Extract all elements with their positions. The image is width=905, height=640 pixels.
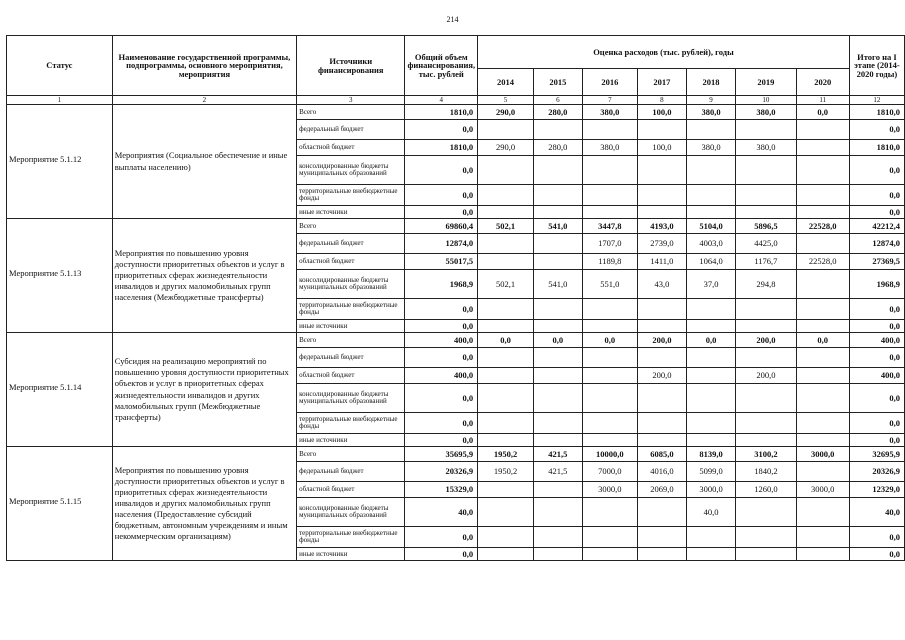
funding-source: Всего (297, 219, 405, 234)
year-value-cell: 6085,0 (637, 447, 686, 462)
year-value-cell (637, 527, 686, 548)
year-value-cell (796, 527, 849, 548)
stage-total-cell: 1810,0 (849, 140, 904, 156)
header-year: 2018 (686, 69, 735, 96)
stage-total-cell: 42212,4 (849, 219, 904, 234)
funding-source: федеральный бюджет (297, 462, 405, 482)
header-name: Наименование государственной программы, подпрограммы, основного мероприятия, мероприятия (112, 36, 296, 96)
year-value-cell (533, 254, 582, 270)
total-volume-cell: 40,0 (405, 498, 478, 527)
funding-source: консолидированные бюджеты муниципальных образований (297, 270, 405, 299)
year-value-cell (533, 320, 582, 333)
year-value-cell (796, 299, 849, 320)
year-value-cell: 3000,0 (796, 447, 849, 462)
year-value-cell (478, 434, 534, 447)
year-value-cell (686, 434, 735, 447)
year-value-cell (478, 413, 534, 434)
stage-total-cell: 0,0 (849, 548, 904, 561)
column-number: 1 (7, 96, 113, 105)
header-year: 2015 (533, 69, 582, 96)
year-value-cell (736, 299, 797, 320)
year-value-cell: 0,0 (796, 333, 849, 348)
stage-total-cell: 0,0 (849, 206, 904, 219)
year-value-cell: 5104,0 (686, 219, 735, 234)
year-value-cell (796, 206, 849, 219)
year-value-cell: 1189,8 (582, 254, 637, 270)
year-value-cell (478, 234, 534, 254)
year-value-cell: 1064,0 (686, 254, 735, 270)
year-value-cell: 1176,7 (736, 254, 797, 270)
stage-total-cell: 0,0 (849, 434, 904, 447)
year-value-cell (478, 254, 534, 270)
measure-status: Мероприятие 5.1.13 (7, 219, 113, 333)
column-number: 11 (796, 96, 849, 105)
funding-source: Всего (297, 447, 405, 462)
stage-total-cell: 32695,9 (849, 447, 904, 462)
year-value-cell: 200,0 (736, 333, 797, 348)
total-volume-cell: 20326,9 (405, 462, 478, 482)
header-year: 2017 (637, 69, 686, 96)
year-value-cell (478, 206, 534, 219)
year-value-cell (796, 434, 849, 447)
year-value-cell: 3100,2 (736, 447, 797, 462)
stage-total-cell: 0,0 (849, 299, 904, 320)
year-value-cell: 4003,0 (686, 234, 735, 254)
year-value-cell: 541,0 (533, 270, 582, 299)
year-value-cell: 0,0 (533, 333, 582, 348)
year-value-cell: 421,5 (533, 462, 582, 482)
year-value-cell: 290,0 (478, 105, 534, 120)
funding-source: областной бюджет (297, 254, 405, 270)
year-value-cell: 200,0 (736, 368, 797, 384)
stage-total-cell: 0,0 (849, 384, 904, 413)
year-value-cell (796, 348, 849, 368)
year-value-cell (533, 120, 582, 140)
year-value-cell (533, 185, 582, 206)
stage-total-cell: 0,0 (849, 348, 904, 368)
year-value-cell (686, 156, 735, 185)
funding-source: областной бюджет (297, 140, 405, 156)
year-value-cell: 1840,2 (736, 462, 797, 482)
year-value-cell (533, 482, 582, 498)
funding-source: консолидированные бюджеты муниципальных образований (297, 498, 405, 527)
year-value-cell (736, 434, 797, 447)
table-row (7, 333, 905, 348)
year-value-cell (582, 548, 637, 561)
year-value-cell (686, 384, 735, 413)
year-value-cell (478, 348, 534, 368)
year-value-cell (736, 384, 797, 413)
year-value-cell: 10000,0 (582, 447, 637, 462)
year-value-cell: 294,8 (736, 270, 797, 299)
total-volume-cell: 0,0 (405, 348, 478, 368)
total-volume-cell: 0,0 (405, 413, 478, 434)
year-value-cell (736, 185, 797, 206)
year-value-cell (533, 234, 582, 254)
year-value-cell (582, 384, 637, 413)
year-value-cell (637, 498, 686, 527)
year-value-cell (796, 384, 849, 413)
total-volume-cell: 0,0 (405, 206, 478, 219)
year-value-cell (637, 384, 686, 413)
total-volume-cell: 0,0 (405, 527, 478, 548)
year-value-cell (582, 368, 637, 384)
page-number: 214 (446, 15, 459, 24)
total-volume-cell: 0,0 (405, 156, 478, 185)
year-value-cell (533, 548, 582, 561)
year-value-cell: 0,0 (478, 333, 534, 348)
year-value-cell (686, 320, 735, 333)
total-volume-cell: 69860,4 (405, 219, 478, 234)
column-number: 9 (686, 96, 735, 105)
year-value-cell (686, 348, 735, 368)
year-value-cell (796, 498, 849, 527)
year-value-cell: 200,0 (637, 368, 686, 384)
total-volume-cell: 55017,5 (405, 254, 478, 270)
column-number: 7 (582, 96, 637, 105)
year-value-cell (796, 413, 849, 434)
header-estimate: Оценка расходов (тыс. рублей), годы (478, 36, 850, 69)
year-value-cell (796, 185, 849, 206)
funding-source: территориальные внебюджетные фонды (297, 299, 405, 320)
year-value-cell (582, 348, 637, 368)
year-value-cell: 380,0 (582, 140, 637, 156)
year-value-cell (582, 156, 637, 185)
year-value-cell: 0,0 (686, 333, 735, 348)
total-volume-cell: 0,0 (405, 120, 478, 140)
total-volume-cell: 15329,0 (405, 482, 478, 498)
header-total-volume: Общий объем финансирования, тыс. рублей (405, 36, 478, 96)
funding-source: областной бюджет (297, 368, 405, 384)
year-value-cell (736, 548, 797, 561)
stage-total-cell: 0,0 (849, 527, 904, 548)
stage-total-cell: 0,0 (849, 120, 904, 140)
year-value-cell: 280,0 (533, 140, 582, 156)
year-value-cell: 1707,0 (582, 234, 637, 254)
year-value-cell (478, 320, 534, 333)
total-volume-cell: 35695,9 (405, 447, 478, 462)
year-value-cell (637, 206, 686, 219)
measure-status: Мероприятие 5.1.12 (7, 105, 113, 219)
year-value-cell (533, 348, 582, 368)
year-value-cell: 380,0 (686, 105, 735, 120)
total-volume-cell: 0,0 (405, 434, 478, 447)
year-value-cell (796, 156, 849, 185)
year-value-cell (736, 498, 797, 527)
year-value-cell: 3000,0 (686, 482, 735, 498)
year-value-cell (686, 299, 735, 320)
funding-source: иные источники (297, 206, 405, 219)
year-value-cell: 380,0 (582, 105, 637, 120)
year-value-cell (582, 320, 637, 333)
total-volume-cell: 400,0 (405, 333, 478, 348)
year-value-cell (686, 206, 735, 219)
year-value-cell: 2739,0 (637, 234, 686, 254)
year-value-cell (533, 156, 582, 185)
year-value-cell (796, 320, 849, 333)
year-value-cell (686, 185, 735, 206)
year-value-cell (582, 206, 637, 219)
financing-table (6, 35, 905, 561)
column-number: 2 (112, 96, 296, 105)
total-volume-cell: 0,0 (405, 299, 478, 320)
year-value-cell: 0,0 (582, 333, 637, 348)
year-value-cell: 3000,0 (582, 482, 637, 498)
stage-total-cell: 400,0 (849, 368, 904, 384)
year-value-cell (582, 434, 637, 447)
stage-total-cell: 1810,0 (849, 105, 904, 120)
year-value-cell (533, 206, 582, 219)
year-value-cell: 4425,0 (736, 234, 797, 254)
stage-total-cell: 1968,9 (849, 270, 904, 299)
funding-source: консолидированные бюджеты муниципальных образований (297, 384, 405, 413)
year-value-cell (796, 270, 849, 299)
year-value-cell (637, 434, 686, 447)
column-number: 4 (405, 96, 478, 105)
funding-source: территориальные внебюджетные фонды (297, 185, 405, 206)
measure-name: Мероприятия по повышению уровня доступности приоритетных объектов и услуг в приоритетных сферах жизнедеятельности инвалидов и других маломобильных групп населения (Межбюджетные трансферты) (112, 219, 296, 333)
year-value-cell: 5099,0 (686, 462, 735, 482)
year-value-cell (478, 299, 534, 320)
header-year: 2020 (796, 69, 849, 96)
year-value-cell (637, 156, 686, 185)
column-number: 5 (478, 96, 534, 105)
year-value-cell (736, 527, 797, 548)
year-value-cell: 290,0 (478, 140, 534, 156)
year-value-cell (533, 527, 582, 548)
funding-source: Всего (297, 333, 405, 348)
year-value-cell (637, 348, 686, 368)
year-value-cell: 4016,0 (637, 462, 686, 482)
year-value-cell (637, 320, 686, 333)
total-volume-cell: 1968,9 (405, 270, 478, 299)
year-value-cell: 1950,2 (478, 462, 534, 482)
year-value-cell: 551,0 (582, 270, 637, 299)
year-value-cell: 5896,5 (736, 219, 797, 234)
header-status: Статус (7, 36, 113, 96)
funding-source: иные источники (297, 320, 405, 333)
year-value-cell (686, 120, 735, 140)
stage-total-cell: 400,0 (849, 333, 904, 348)
column-number: 8 (637, 96, 686, 105)
year-value-cell (533, 434, 582, 447)
year-value-cell: 1950,2 (478, 447, 534, 462)
measure-status: Мероприятие 5.1.15 (7, 447, 113, 561)
year-value-cell (796, 548, 849, 561)
year-value-cell: 502,1 (478, 219, 534, 234)
year-value-cell: 541,0 (533, 219, 582, 234)
year-value-cell: 43,0 (637, 270, 686, 299)
total-volume-cell: 0,0 (405, 185, 478, 206)
year-value-cell (736, 413, 797, 434)
header-year: 2016 (582, 69, 637, 96)
year-value-cell (736, 206, 797, 219)
year-value-cell (478, 482, 534, 498)
stage-total-cell: 0,0 (849, 320, 904, 333)
funding-source: федеральный бюджет (297, 348, 405, 368)
stage-total-cell: 0,0 (849, 156, 904, 185)
year-value-cell (796, 140, 849, 156)
year-value-cell (796, 368, 849, 384)
year-value-cell (582, 413, 637, 434)
funding-source: иные источники (297, 434, 405, 447)
column-number: 3 (297, 96, 405, 105)
year-value-cell: 3447,8 (582, 219, 637, 234)
year-value-cell (686, 548, 735, 561)
year-value-cell: 0,0 (796, 105, 849, 120)
year-value-cell: 502,1 (478, 270, 534, 299)
measure-name: Мероприятия (Социальное обеспечение и иные выплаты населению) (112, 105, 296, 219)
year-value-cell (686, 368, 735, 384)
table-row (7, 219, 905, 234)
year-value-cell (582, 185, 637, 206)
measure-name: Субсидия на реализацию мероприятий по повышению уровня доступности приоритетных объектов и услуг в приоритетных сферах жизнедеятельности инвалидов и других маломобильных групп (Межбюджетные трансферты) (112, 333, 296, 447)
year-value-cell: 8139,0 (686, 447, 735, 462)
year-value-cell: 1260,0 (736, 482, 797, 498)
funding-source: областной бюджет (297, 482, 405, 498)
funding-source: территориальные внебюджетные фонды (297, 527, 405, 548)
year-value-cell (582, 527, 637, 548)
year-value-cell (796, 120, 849, 140)
year-value-cell (478, 185, 534, 206)
year-value-cell (796, 462, 849, 482)
column-number: 12 (849, 96, 904, 105)
header-stage-total: Итого на I этапе (2014-2020 годы) (849, 36, 904, 96)
year-value-cell (637, 413, 686, 434)
header-year: 2014 (478, 69, 534, 96)
year-value-cell (533, 384, 582, 413)
year-value-cell: 40,0 (686, 498, 735, 527)
year-value-cell (478, 527, 534, 548)
year-value-cell (736, 156, 797, 185)
total-volume-cell: 400,0 (405, 368, 478, 384)
total-volume-cell: 1810,0 (405, 105, 478, 120)
year-value-cell (533, 413, 582, 434)
year-value-cell: 2069,0 (637, 482, 686, 498)
year-value-cell (796, 234, 849, 254)
year-value-cell (533, 368, 582, 384)
year-value-cell: 380,0 (736, 140, 797, 156)
table-row (7, 105, 905, 120)
year-value-cell (478, 498, 534, 527)
measure-name: Мероприятия по повышению уровня доступности приоритетных объектов и услуг в приоритетных сферах жизнедеятельности инвалидов и других маломобильных групп населения (Предоставление субсидий бюджетным, автономным учреждениям и иным некоммерческим организациям) (112, 447, 296, 561)
measure-status: Мероприятие 5.1.14 (7, 333, 113, 447)
year-value-cell (686, 527, 735, 548)
year-value-cell: 200,0 (637, 333, 686, 348)
year-value-cell: 22528,0 (796, 254, 849, 270)
year-value-cell (533, 299, 582, 320)
year-value-cell (637, 299, 686, 320)
year-value-cell (637, 120, 686, 140)
column-number: 10 (736, 96, 797, 105)
total-volume-cell: 0,0 (405, 384, 478, 413)
year-value-cell (478, 120, 534, 140)
year-value-cell (736, 348, 797, 368)
total-volume-cell: 0,0 (405, 320, 478, 333)
year-value-cell (582, 299, 637, 320)
header-sources: Источники финансирования (297, 36, 405, 96)
stage-total-cell: 40,0 (849, 498, 904, 527)
year-value-cell (478, 156, 534, 185)
year-value-cell (637, 185, 686, 206)
year-value-cell: 4193,0 (637, 219, 686, 234)
stage-total-cell: 12874,0 (849, 234, 904, 254)
year-value-cell (637, 548, 686, 561)
stage-total-cell: 12329,0 (849, 482, 904, 498)
year-value-cell: 7000,0 (582, 462, 637, 482)
table-row (7, 447, 905, 462)
funding-source: консолидированные бюджеты муниципальных образований (297, 156, 405, 185)
total-volume-cell: 12874,0 (405, 234, 478, 254)
funding-source: территориальные внебюджетные фонды (297, 413, 405, 434)
year-value-cell: 100,0 (637, 105, 686, 120)
year-value-cell (686, 413, 735, 434)
year-value-cell (478, 548, 534, 561)
year-value-cell: 100,0 (637, 140, 686, 156)
funding-source: федеральный бюджет (297, 120, 405, 140)
year-value-cell (478, 368, 534, 384)
year-value-cell: 380,0 (686, 140, 735, 156)
year-value-cell (736, 120, 797, 140)
funding-source: Всего (297, 105, 405, 120)
year-value-cell: 421,5 (533, 447, 582, 462)
year-value-cell: 22528,0 (796, 219, 849, 234)
year-value-cell (478, 384, 534, 413)
funding-source: иные источники (297, 548, 405, 561)
year-value-cell: 1411,0 (637, 254, 686, 270)
header-year: 2019 (736, 69, 797, 96)
stage-total-cell: 20326,9 (849, 462, 904, 482)
funding-source: федеральный бюджет (297, 234, 405, 254)
column-number: 6 (533, 96, 582, 105)
year-value-cell (582, 120, 637, 140)
year-value-cell (582, 498, 637, 527)
total-volume-cell: 0,0 (405, 548, 478, 561)
year-value-cell (736, 320, 797, 333)
stage-total-cell: 0,0 (849, 185, 904, 206)
stage-total-cell: 27369,5 (849, 254, 904, 270)
year-value-cell: 37,0 (686, 270, 735, 299)
total-volume-cell: 1810,0 (405, 140, 478, 156)
year-value-cell: 3000,0 (796, 482, 849, 498)
year-value-cell: 280,0 (533, 105, 582, 120)
year-value-cell: 380,0 (736, 105, 797, 120)
year-value-cell (533, 498, 582, 527)
stage-total-cell: 0,0 (849, 413, 904, 434)
